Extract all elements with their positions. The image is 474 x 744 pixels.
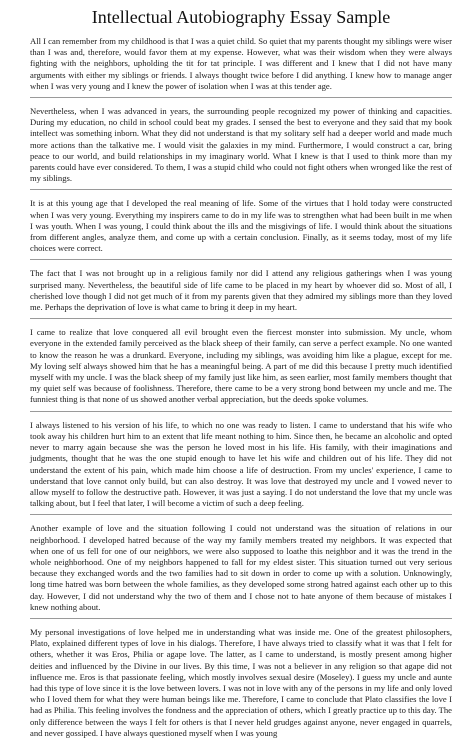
paragraph-6: I always listened to his version of his life, to which no one was ready to listen. I came to understand that his wife who took away his children hurt him to an extent that life meant nothing to him. Since then, he became an alcoholic and opted never to marry again because she was the person he loved most in his life. His family, with their imaginations and judgments, thought that he was the one stupid enough to have let his wife and children out of his life. They did not understand the extent of his pain, which made him choose a life of destruction. From my uncles' experience, I came to understand that love cannot only build, but can also destroy. It was love that destroyed my uncle and I vowed never to allow myself to follow the destructive path. However, it was just a saying. I do not understand the love that my uncle was talking about, but I feel that later, I will become a victim of such a deep feeling. — [30, 420, 452, 516]
paragraph-8: My personal investigations of love helped me in understanding what was inside me. One of the greatest philosophers, Plato, explained different types of love in his dialogs. Therefore, I have always tried to classify what it was that I felt for others, whether it was Eros, Philia or agape love. The latter, as I came to understand, is mostly present among higher deities and influenced by the Divine in our lives. By this time, I was not a believer in any religion so that agape did not influence me. Eros is that passionate feeling, which mostly involves sexual desire (Moseley). I guess my uncle and aunte had this type of love since it is the love between lovers. I was not in love with any of the persons in my life and only loved who I loved them for what they were human beings like me. Therefore, I came to conclude that Plato classifies the love I had as Philia. This feeling involves the fondness and the appreciation of others, which I greatly practice up to this day. The only difference between the ways I felt for others is that I never held grudges against anyone, never engaged in quarrels, and never gossiped. I have always questioned myself when I was young — [30, 626, 452, 738]
page-title: Intellectual Autobiography Essay Sample — [91, 7, 391, 27]
paragraph-4: The fact that I was not brought up in a religious family nor did I attend any religious gatherings when I was young surprised many. Nevertheless, the beautiful side of life came to be placed in my heart by whoever did so. Most of all, I cherished love though I did not get much of it from my parents given that they admired my siblings more than they loved me. Perhaps the deprivation of love is what came to bring it deep in my heart. — [30, 268, 452, 319]
paragraph-7: Another example of love and the situation following I could not understand was the situation of relations in our neighborhood. I developed hatred because of the way my family members treated my neighbors. It was expected that when one of us fell for one of our neighbors, we were also supposed to loathe this neighbor and it was the trend in the whole neighborhood. One of my neighbors happened to fall for my eldest sister. This situation turned out very serious because they exchanged words and the two families had to sit down in order to come up with a solution. Unknowingly, long time hatred was born between the whole families, as they developed some strong hatred against each other up to this day. However, I did not understand why the two of them and I chose not to hate anyone of them because of mistakes I knew nothing about. — [30, 523, 452, 619]
paragraph-3: It is at this young age that I developed the real meaning of life. Some of the virtues that I hold today were constructed when I was very young. Everything my inspirers came to do in my life was to strengthen what had been built in me when I was youth. When I was young, I could think about the ills and the misgivings of life. I would think about the situations from different angles, analyze them, and come up with a certain conclusion. Finally, as it seems today, most of my life choices were correct. — [30, 198, 452, 260]
paragraph-1: All I can remember from my childhood is that I was a quiet child. So quiet that my parents thought my siblings were wiser than I was and, therefore, would favor them at my expense. However, what was their wisdom when they were always fighting with the neighbors, upholding the tit for tat principle. I was different and I knew that I did not have many arguments with either my siblings or friends. I always thought twice before I did anything. I knew how to manage anger when I was very young and I knew the power of isolation when I was at this tender age. — [30, 36, 452, 98]
paragraph-2: Nevertheless, when I was advanced in years, the surrounding people recognized my power of thinking and capacities. During my education, no child in school could beat my grades. I sensed the best to everyone and they said that my book intellect was something inborn. What they did not understand is that my solitary self had a deeper world and made much more actions than the talkative me. I would visit the galaxies in my mind. Furthermore, I would construct a car, bring peace to our world, and build relationships in my imaginary world. What I knew is that I used to think more than my parents could have ever considered. To them, I was a stupid child who could not fight others when wronged like the rest of my siblings. — [30, 106, 452, 190]
paragraph-5: I came to realize that love conquered all evil brought even the fiercest monster into submission. My uncle, whom everyone in the extended family perceived as the black sheep of their family, can serve a perfect example. No one wanted to know the reason he was a drunkard. Everyone, including my siblings, was avoiding him like a plague, except for me. My loving self always showed him that he has a meaningful being. A part of me did this because I pretty much identified myself with my uncle. I was the black sheep of my family just like him, as seen earlier, most family members thought that my quiet self was because of foolishness. Therefore, there came to be a very strong bond between my uncle and me. The funniest thing is that none of us showed another verbal appreciation, but the deeds spoke volumes. — [30, 327, 452, 411]
